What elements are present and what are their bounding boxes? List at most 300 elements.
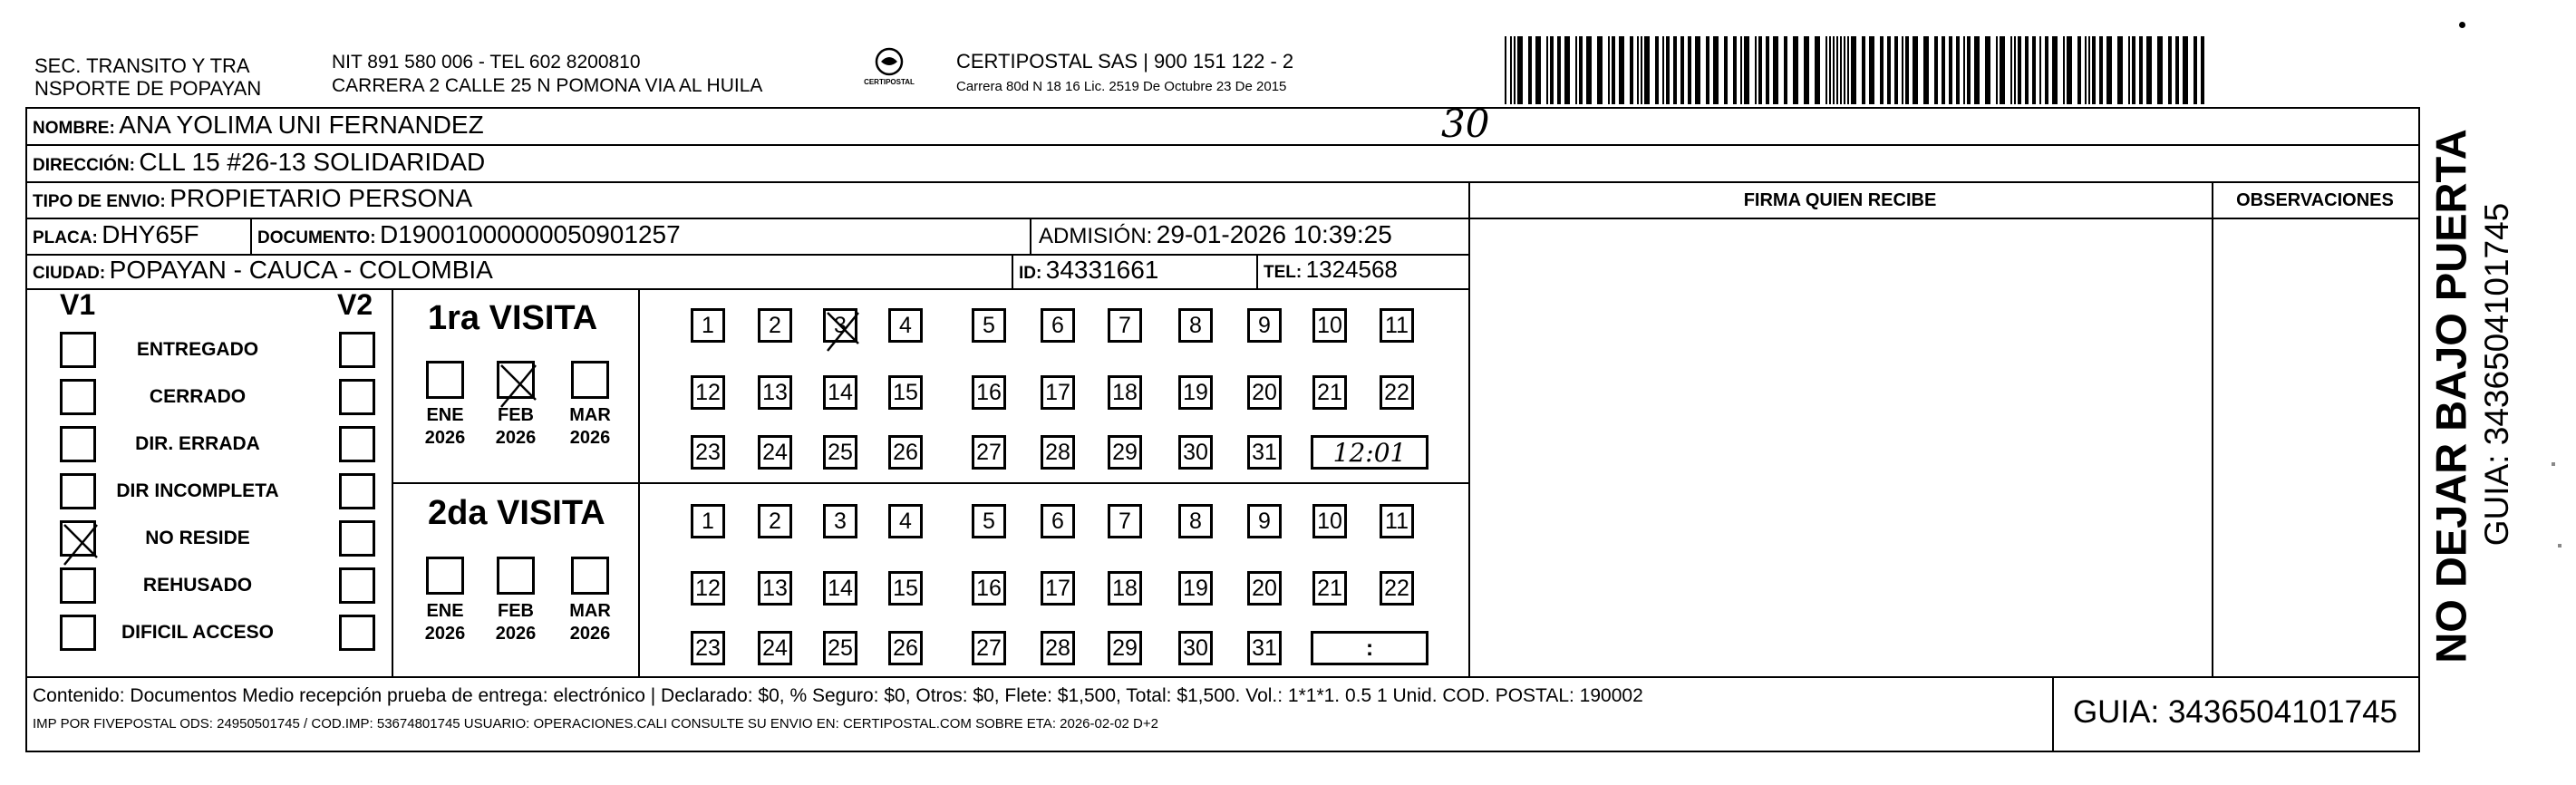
day-box[interactable]: [823, 571, 857, 606]
barcode-bar: [1528, 36, 1532, 104]
day-number: 13: [762, 379, 788, 405]
day-box[interactable]: [888, 504, 923, 538]
barcode-bar: [1974, 36, 1980, 104]
day-box[interactable]: [1247, 504, 1282, 538]
visits-mid-line: [392, 482, 1468, 484]
day-number: 1: [702, 508, 714, 534]
barcode-bar: [2088, 36, 2090, 104]
sender-line-2: NSPORTE DE POPAYAN: [34, 77, 262, 100]
barcode-bar: [1662, 36, 1664, 104]
company-info: [956, 49, 1293, 100]
id-cell: [1019, 256, 1158, 285]
barcode-bar: [1630, 36, 1633, 104]
v1-checkbox[interactable]: [60, 473, 96, 509]
reason-label: DIR. ERRADA: [135, 433, 260, 454]
day-number: 5: [983, 312, 995, 338]
barcode-bar: [1733, 36, 1737, 104]
month-label: [563, 404, 617, 450]
barcode-bar: [2032, 36, 2036, 104]
v1-checkbox[interactable]: [60, 332, 96, 368]
barcode-bar: [1844, 36, 1845, 104]
day-box[interactable]: [823, 308, 857, 343]
day-number: 25: [828, 635, 853, 661]
day-box[interactable]: [1178, 375, 1213, 410]
direccion-row: [33, 148, 485, 177]
admision-value: 29-01-2026 10:39:25: [1156, 220, 1392, 248]
barcode-bar: [2067, 36, 2072, 104]
v1-label: V1: [60, 288, 96, 321]
day-box[interactable]: [972, 308, 1006, 343]
barcode-bar: [1784, 36, 1787, 104]
day-box[interactable]: [758, 375, 792, 410]
reason-label: ENTREGADO: [136, 339, 259, 360]
side-no-dejar-wrap: [2426, 129, 2475, 664]
barcode-bar: [1514, 36, 1516, 104]
barcode-bar: [2010, 36, 2012, 104]
company-line-1: CERTIPOSTAL SAS | 900 151 122 - 2: [956, 50, 1294, 73]
v1-checkbox[interactable]: [60, 426, 96, 462]
nombre-label: NOMBRE:: [33, 119, 115, 138]
day-box[interactable]: [758, 435, 792, 470]
day-number: 8: [1189, 312, 1202, 338]
barcode-bar: [1766, 36, 1769, 104]
documento-label: DOCUMENTO:: [257, 228, 376, 247]
barcode-bar: [2045, 36, 2048, 104]
barcode-bar: [2014, 36, 2016, 104]
day-box[interactable]: [1178, 308, 1213, 343]
placa-divider: [250, 218, 252, 254]
day-box[interactable]: [972, 504, 1006, 538]
barcode-bar: [1680, 36, 1684, 104]
day-box[interactable]: [823, 504, 857, 538]
certipostal-logo: [852, 42, 926, 105]
barcode-bar: [1550, 36, 1554, 104]
placa-cell: [33, 220, 199, 249]
barcode-bar: [1793, 36, 1798, 104]
day-box[interactable]: [888, 308, 923, 343]
day-box[interactable]: [691, 375, 725, 410]
day-number: 18: [1112, 575, 1138, 601]
barcode-bar: [1880, 36, 1884, 104]
day-number: 2: [769, 508, 781, 534]
id-label: ID:: [1019, 264, 1042, 283]
v2-checkbox[interactable]: [339, 615, 375, 651]
day-box[interactable]: [691, 435, 725, 470]
barcode-bar: [2175, 36, 2179, 104]
day-box[interactable]: [758, 504, 792, 538]
month-name: MAR: [569, 601, 611, 621]
day-box[interactable]: [1108, 631, 1142, 665]
day-box[interactable]: [1178, 571, 1213, 606]
sender-name: [34, 54, 261, 100]
day-box[interactable]: [758, 308, 792, 343]
month-name: ENE: [426, 601, 464, 621]
day-box[interactable]: [1041, 571, 1075, 606]
day-box[interactable]: [1178, 631, 1213, 665]
barcode-bar: [1963, 36, 1965, 104]
footer-line-1: Contenido: Documentos Medio recepción prueba de entrega: electrónico | Declarado: $0, % Seguro: $0, Otros: $0, Flete: $1,500, Total: $1,500. Vol.: 1*1*1. 0.5 1 Unid. COD. POSTAL: 190002: [33, 685, 1643, 706]
barcode-bar: [1713, 36, 1719, 104]
month-label: [489, 404, 543, 450]
v2-checkbox[interactable]: [339, 426, 375, 462]
barcode-bar: [2063, 36, 2065, 104]
barcode-bar: [1985, 36, 1990, 104]
day-box[interactable]: [1247, 375, 1282, 410]
month-checkbox[interactable]: [497, 557, 535, 595]
day-number: 9: [1258, 508, 1271, 534]
ciudad-cell: [33, 256, 493, 285]
barcode-bar: [2039, 36, 2041, 104]
barcode-bar: [1934, 36, 1938, 104]
v1-checkbox[interactable]: [60, 379, 96, 415]
time-box[interactable]: [1311, 631, 1428, 665]
speck-3: [2558, 544, 2561, 548]
day-box[interactable]: [1108, 308, 1142, 343]
month-year: 2026: [424, 428, 466, 448]
day-number: 29: [1112, 635, 1138, 661]
day-box[interactable]: [1178, 504, 1213, 538]
day-number: 22: [1384, 575, 1409, 601]
barcode-bar: [1902, 36, 1903, 104]
barcode-bar: [1612, 36, 1615, 104]
day-box[interactable]: [691, 631, 725, 665]
reason-label: DIR INCOMPLETA: [116, 480, 279, 501]
day-box[interactable]: [823, 435, 857, 470]
barcode-bar: [1706, 36, 1709, 104]
firma-label: FIRMA QUIEN RECIBE: [1743, 190, 1937, 210]
barcode-bar: [1546, 36, 1548, 104]
day-number: 20: [1252, 379, 1277, 405]
v2-checkbox[interactable]: [339, 520, 375, 557]
barcode-bar: [1956, 36, 1960, 104]
side-guia: GUIA: 3436504101745: [2478, 202, 2515, 547]
month-label: [418, 600, 472, 645]
barcode-bar: [1836, 36, 1838, 104]
day-box[interactable]: [1247, 571, 1282, 606]
day-number: 10: [1317, 508, 1342, 534]
barcode-bar: [2201, 36, 2204, 104]
barcode-bar: [1535, 36, 1541, 104]
observaciones-label: OBSERVACIONES: [2236, 190, 2394, 210]
documento-value: D19001000000050901257: [380, 220, 681, 248]
barcode-bar: [1887, 36, 1891, 104]
barcode-bar: [1579, 36, 1583, 104]
day-number: 3: [834, 508, 847, 534]
barcode-bar: [2052, 36, 2058, 104]
barcode-bar: [1608, 36, 1610, 104]
day-box[interactable]: [1312, 308, 1347, 343]
barcode-bar: [2157, 36, 2163, 104]
checkmark-icon: [826, 311, 860, 345]
day-box[interactable]: [1041, 435, 1075, 470]
tel-value: 1324568: [1305, 256, 1398, 283]
day-box[interactable]: [1108, 571, 1142, 606]
barcode-bar: [1758, 36, 1762, 104]
day-box[interactable]: [1380, 504, 1414, 538]
barcode-bar: [2168, 36, 2172, 104]
day-number: 24: [762, 635, 788, 661]
day-number: 4: [899, 312, 912, 338]
barcode-bar: [2077, 36, 2081, 104]
month-year: 2026: [495, 624, 537, 644]
day-number: 21: [1317, 379, 1342, 405]
barcode-bar: [1773, 36, 1778, 104]
day-box[interactable]: [888, 435, 923, 470]
day-box[interactable]: [1041, 375, 1075, 410]
day-number: 13: [762, 575, 788, 601]
day-number: 5: [983, 508, 995, 534]
barcode-bar: [1673, 36, 1677, 104]
address-line: CARRERA 2 CALLE 25 N POMONA VIA AL HUILA: [332, 75, 763, 96]
direccion-label: DIRECCIÓN:: [33, 156, 135, 175]
day-box[interactable]: [823, 375, 857, 410]
day-box[interactable]: [972, 631, 1006, 665]
first-visit-title: 1ra VISITA: [428, 299, 598, 337]
barcode-bar: [1724, 36, 1728, 104]
day-number: 14: [828, 379, 853, 405]
month-label: [489, 600, 543, 645]
barcode-bar: [1510, 36, 1512, 104]
tipo-label: TIPO DE ENVIO:: [33, 192, 166, 211]
barcode-bar: [1840, 36, 1842, 104]
side-guia-wrap: [2474, 142, 2520, 650]
barcode-bar: [1833, 36, 1835, 104]
day-number: 15: [893, 379, 918, 405]
barcode-bar: [2193, 36, 2197, 104]
day-box[interactable]: [1380, 375, 1414, 410]
day-number: 27: [976, 439, 1002, 465]
day-box[interactable]: [1178, 435, 1213, 470]
v1-checkbox[interactable]: [60, 567, 96, 604]
month-label: [563, 600, 617, 645]
month-name: FEB: [498, 405, 534, 425]
day-box[interactable]: [888, 631, 923, 665]
day-number: 17: [1045, 575, 1070, 601]
month-name: ENE: [426, 405, 464, 425]
barcode-bar: [1744, 36, 1749, 104]
day-number: 4: [899, 508, 912, 534]
month-name: MAR: [569, 405, 611, 425]
day-number: 16: [976, 575, 1002, 601]
day-box[interactable]: [1247, 631, 1282, 665]
day-number: 25: [828, 439, 853, 465]
day-box[interactable]: [1041, 504, 1075, 538]
day-number: 9: [1258, 312, 1271, 338]
tel-cell: [1264, 256, 1398, 284]
checkmark-icon: [499, 363, 537, 402]
direccion-value: CLL 15 #26-13 SOLIDARIDAD: [139, 148, 486, 176]
day-box[interactable]: [1380, 308, 1414, 343]
month-checkbox[interactable]: [426, 361, 464, 399]
placa-value: DHY65F: [102, 220, 199, 248]
barcode-bar: [2092, 36, 2096, 104]
nombre-value: ANA YOLIMA UNI FERNANDEZ: [119, 111, 484, 139]
barcode-bar: [2085, 36, 2087, 104]
month-label: [418, 404, 472, 450]
day-number: 6: [1051, 508, 1064, 534]
day-number: 22: [1384, 379, 1409, 405]
day-box[interactable]: [758, 631, 792, 665]
second-visit-title: 2da VISITA: [428, 494, 605, 532]
day-box[interactable]: [972, 571, 1006, 606]
barcode-bar: [1894, 36, 1898, 104]
firma-left-line: [1468, 181, 1470, 676]
admision-label: ADMISIÓN:: [1039, 224, 1153, 248]
day-number: 2: [769, 312, 781, 338]
v1-checkbox[interactable]: [60, 520, 96, 557]
id-value: 34331661: [1045, 256, 1159, 284]
day-box[interactable]: [972, 435, 1006, 470]
day-number: 17: [1045, 379, 1070, 405]
barcode-bar: [1666, 36, 1670, 104]
barcode-bar: [1505, 36, 1506, 104]
day-box[interactable]: [691, 504, 725, 538]
barcode-bar: [1655, 36, 1659, 104]
admision-cell: [1039, 220, 1392, 249]
v2-checkbox[interactable]: [339, 332, 375, 368]
sender-details: [332, 51, 762, 98]
day-box[interactable]: [1312, 571, 1347, 606]
barcode-bar: [1913, 36, 1918, 104]
day-box[interactable]: [888, 375, 923, 410]
barcode-bar: [1755, 36, 1757, 104]
ciudad-value: POPAYAN - CAUCA - COLOMBIA: [109, 256, 493, 284]
barcode-bar: [1557, 36, 1561, 104]
barcode-bar: [2128, 36, 2130, 104]
day-box[interactable]: [1041, 308, 1075, 343]
barcode-bar: [1967, 36, 1971, 104]
reason-label: DIFICIL ACCESO: [121, 622, 274, 643]
documento-cell: [257, 220, 681, 249]
checkmark-icon: [63, 523, 99, 559]
day-box[interactable]: [1108, 504, 1142, 538]
barcode-bar: [1517, 36, 1523, 104]
admision-divider: [1030, 218, 1031, 254]
barcode-bar: [1851, 36, 1856, 104]
month-checkbox[interactable]: [571, 557, 609, 595]
row-line-3: [25, 218, 2420, 219]
barcode-bar: [1575, 36, 1577, 104]
day-box[interactable]: [1247, 308, 1282, 343]
month-year: 2026: [569, 624, 611, 644]
barcode-bar: [1644, 36, 1650, 104]
barcode-bar: [1564, 36, 1570, 104]
day-box[interactable]: [823, 631, 857, 665]
day-number: 27: [976, 635, 1002, 661]
day-number: 7: [1119, 508, 1131, 534]
day-box[interactable]: [691, 571, 725, 606]
v1-checkbox[interactable]: [60, 615, 96, 651]
tipo-row: [33, 184, 472, 213]
day-box[interactable]: [1041, 631, 1075, 665]
month-checkbox[interactable]: [497, 361, 535, 399]
barcode-bar: [1619, 36, 1624, 104]
barcode-bar: [2106, 36, 2112, 104]
day-number: 30: [1183, 439, 1208, 465]
footer-line-2: IMP POR FIVEPOSTAL ODS: 24950501745 / COD.IMP: 53674801745 USUARIO: OPERACIONES.CALI CONSULTE SU ENVIO EN: CERTIPOSTAL.COM SOBRE ETA: 2026-02-02 D+2: [33, 716, 1158, 732]
barcode-bar: [1586, 36, 1592, 104]
day-number: 29: [1112, 439, 1138, 465]
day-number: 16: [976, 379, 1002, 405]
day-box[interactable]: [691, 308, 725, 343]
v2-checkbox[interactable]: [339, 379, 375, 415]
day-number: 28: [1045, 635, 1070, 661]
v2-checkbox[interactable]: [339, 567, 375, 604]
month-year: 2026: [424, 624, 466, 644]
barcode-bar: [1923, 36, 1929, 104]
barcode-bar: [2099, 36, 2103, 104]
day-number: 19: [1183, 575, 1208, 601]
day-number: 21: [1317, 575, 1342, 601]
barcode-bar: [2132, 36, 2135, 104]
barcode-bar: [1637, 36, 1639, 104]
barcode-bar: [2146, 36, 2152, 104]
reason-label: CERRADO: [149, 386, 247, 407]
day-box[interactable]: [1380, 571, 1414, 606]
month-checkbox[interactable]: [426, 557, 464, 595]
row-line-1: [25, 144, 2420, 146]
day-box[interactable]: [1108, 435, 1142, 470]
id-divider: [1012, 254, 1013, 288]
day-number: 1: [702, 312, 714, 338]
barcode-bar: [1815, 36, 1820, 104]
day-number: 11: [1385, 508, 1409, 534]
barcode-bar: [1695, 36, 1700, 104]
reason-label: REHUSADO: [142, 575, 253, 596]
day-number: 15: [893, 575, 918, 601]
tel-label: TEL:: [1264, 263, 1303, 282]
day-number: 14: [828, 575, 853, 601]
day-number: 8: [1189, 508, 1202, 534]
month-checkbox[interactable]: [571, 361, 609, 399]
reason-label: NO RESIDE: [145, 528, 250, 548]
day-number: 18: [1112, 379, 1138, 405]
barcode-bar: [1905, 36, 1909, 104]
day-box[interactable]: [1108, 375, 1142, 410]
day-box[interactable]: [1312, 504, 1347, 538]
row-line-5: [25, 288, 1468, 290]
day-box[interactable]: [1247, 435, 1282, 470]
nombre-row: [33, 111, 484, 140]
v2-checkbox[interactable]: [339, 473, 375, 509]
day-number: 12: [695, 379, 721, 405]
ciudad-label: CIUDAD:: [33, 264, 106, 283]
logo-text: CERTIPOSTAL: [864, 78, 915, 86]
day-number: 7: [1119, 312, 1131, 338]
day-number: 23: [695, 635, 721, 661]
barcode-bar: [2139, 36, 2143, 104]
barcode-bar: [1949, 36, 1952, 104]
day-box[interactable]: [972, 375, 1006, 410]
barcode-bar: [1869, 36, 1874, 104]
barcode-bar: [1641, 36, 1642, 104]
barcode-bar: [2117, 36, 2123, 104]
day-number: 3: [834, 312, 847, 338]
barcode-bar: [1688, 36, 1691, 104]
time-value: :: [1365, 635, 1374, 661]
day-box[interactable]: [1312, 375, 1347, 410]
day-number: 6: [1051, 312, 1064, 338]
placa-label: PLACA:: [33, 228, 98, 247]
barcode-bar: [2018, 36, 2021, 104]
day-box[interactable]: [758, 571, 792, 606]
day-box[interactable]: [888, 571, 923, 606]
tipo-value: PROPIETARIO PERSONA: [169, 184, 473, 212]
handwritten-number: 30: [1441, 102, 1490, 146]
barcode-bar: [1942, 36, 1945, 104]
month-name: FEB: [498, 601, 534, 621]
time-box[interactable]: [1311, 435, 1428, 470]
